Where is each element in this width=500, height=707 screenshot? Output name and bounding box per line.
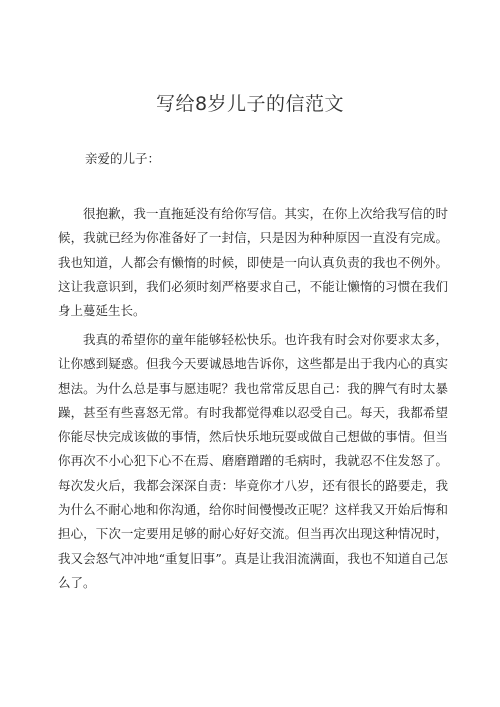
letter-paragraph-2: 我真的希望你的童年能够轻松快乐。也许我有时会对你要求太多，让你感到疑惑。但我今天要诚恳地告诉你，这些都是出于我内心的真实想法。为什么总是事与愿违呢？我也常常反思自己：我的脾气有时太暴躁，甚至有些喜怒无常。有时我都觉得难以忍受自己。每天，我都希望你能尽快完成该做的事情，然后快乐地玩耍或做自己想做的事情。但当你再次不小心犯下心不在焉、磨磨蹭蹭的毛病时，我就忍不住发怒了。每次发火后，我都会深深自责：毕竟你才八岁，还有很长的路要走，我为什么不耐心地和你沟通，给你时间慢慢改正呢？这样我又开始后悔和担心，下次一定要用足够的耐心好好交流。但当再次出现这种情况时，我又会怒气冲冲地“重复旧事”。真是让我泪流满面，我也不知道自己怎么了。	[58, 332, 448, 590]
document-title: 写给8岁儿子的信范文	[155, 93, 345, 115]
letter-greeting: 亲爱的儿子：	[85, 151, 161, 166]
letter-paragraph-1: 很抱歉，我一直拖延没有给你写信。其实，在你上次给我写信的时候，我就已经为你准备好了一封信，只是因为种种原因一直没有完成。我也知道，人都会有懒惰的时候，即使是一向认真负责的我也不例外。这让我意识到，我们必须时刻严格要求自己，不能让懒惰的习惯在我们身上蔓延生长。	[58, 206, 448, 319]
